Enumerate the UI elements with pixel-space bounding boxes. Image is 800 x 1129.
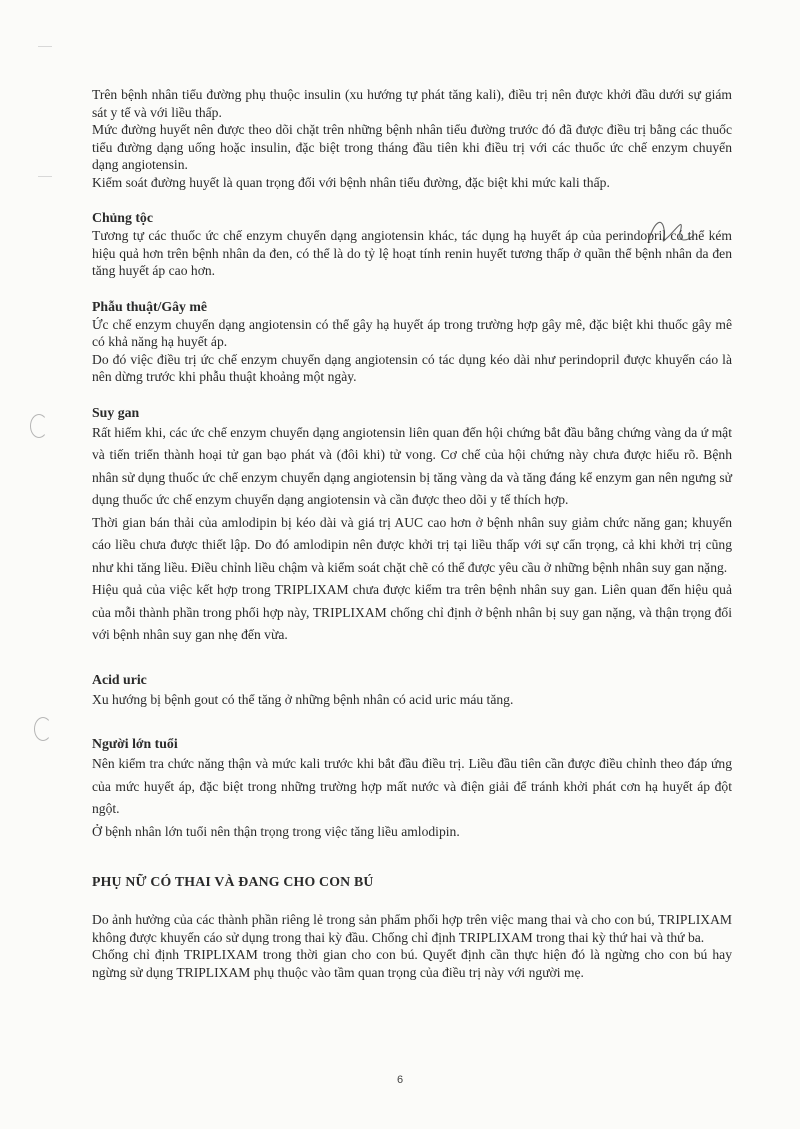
surgery-section	[92, 298, 732, 386]
punch-hole-icon	[30, 414, 48, 438]
paragraph: Tương tự các thuốc ức chế enzym chuyển dạng angiotensin khác, tác dụng hạ huyết áp của perindopril có thể kém hiệu quả hơn trên bệnh nhân da đen, có thể là do tỷ lệ hoạt tính renin huyết tương thấp ở quần thể bệnh nhân da đen tăng huyết áp cao hơn.	[92, 228, 732, 278]
scan-mark	[38, 46, 52, 47]
paragraph: Do đó việc điều trị ức chế enzym chuyển dạng angiotensin có tác dụng kéo dài như perindopril được khuyến cáo là nên dừng trước khi phẫu thuật khoảng một ngày.	[92, 351, 732, 384]
pregnancy-section	[92, 873, 732, 981]
section-heading: Acid uric	[92, 671, 147, 687]
liver-section	[92, 404, 732, 647]
paragraph: Chống chỉ định TRIPLIXAM trong thời gian cho con bú. Quyết định cần thực hiện đó là ngừng cho con bú hay ngừng sử dụng TRIPLIXAM phụ thuộc vào tầm quan trọng của điều trị này với người mẹ.	[92, 947, 732, 980]
paragraph: Thời gian bán thải của amlodipin bị kéo dài và giá trị AUC cao hơn ở bệnh nhân suy giảm chức năng gan; khuyến cáo liều chưa được thiết lập. Do đó amlodipin nên được khởi trị tại liều thấp với sự cẩn trọng, cả khi khởi trị cũng như khi tăng liều. Điều chỉnh liều chậm và kiểm soát chặt chẽ có thể được yêu cầu ở những bệnh nhân suy gan nặng.	[92, 514, 732, 575]
section-heading: PHỤ NỮ CÓ THAI VÀ ĐANG CHO CON BÚ	[92, 874, 374, 889]
paragraph: Ức chế enzym chuyển dạng angiotensin có thể gây hạ huyết áp trong trường hợp gây mê, đặc biệt khi thuốc gây mê có khả năng hạ huyết áp.	[92, 316, 732, 349]
paragraph: Trên bệnh nhân tiểu đường phụ thuộc insulin (xu hướng tự phát tăng kali), điều trị nên được khởi đầu dưới sự giám sát y tế và với liều thấp.	[92, 87, 732, 120]
paragraph: Rất hiếm khi, các ức chế enzym chuyển dạng angiotensin liên quan đến hội chứng bắt đầu bằng chứng vàng da ứ mật và tiến triển thành hoại tử gan bạo phát và (đôi khi) tử vong. Cơ chế của hội chứng này chưa được hiểu rõ. Bệnh nhân sử dụng thuốc ức chế enzym chuyển dạng angiotensin bị tăng vàng da và tăng đáng kể enzym gan nên ngưng sử dụng thuốc ức chế enzym chuyển dạng angiotensin và cần được theo dõi y tế thích hợp.	[92, 424, 732, 507]
section-heading: Người lớn tuổi	[92, 736, 178, 751]
elderly-section	[92, 735, 732, 843]
uric-acid-section	[92, 671, 732, 712]
paragraph: Hiệu quả của việc kết hợp trong TRIPLIXAM chưa được kiểm tra trên bệnh nhân suy gan. Liên quan đến hiệu quả của mỗi thành phần trong phối hợp này, TRIPLIXAM chống chỉ định ở bệnh nhân bị suy gan nặng, và thận trọng đối với bệnh nhân suy gan nhẹ đến vừa.	[92, 582, 732, 642]
section-heading: Phẫu thuật/Gây mê	[92, 298, 207, 314]
section-heading: Chủng tộc	[92, 210, 153, 225]
scan-mark	[38, 176, 52, 177]
race-section	[92, 209, 732, 280]
paragraph: Xu hướng bị bệnh gout có thể tăng ở những bệnh nhân có acid uric máu tăng.	[92, 691, 514, 707]
page-number: 6	[396, 1074, 404, 1086]
paragraph: Mức đường huyết nên được theo dõi chặt trên những bệnh nhân tiểu đường trước đó đã được điều trị bằng các thuốc tiểu đường dạng uống hoặc insulin, đặc biệt trong tháng đầu tiên khi điều trị với các thuốc ức chế enzym chuyển dạng angiotensin.	[92, 122, 732, 172]
paragraph: Kiểm soát đường huyết là quan trọng đối với bệnh nhân tiểu đường, đặc biệt khi mức kali thấp.	[92, 174, 610, 190]
intro-section	[92, 86, 732, 191]
document-body	[92, 86, 732, 981]
punch-hole-icon	[34, 717, 52, 741]
paragraph: Ở bệnh nhân lớn tuổi nên thận trọng trong việc tăng liều amlodipin.	[92, 823, 460, 839]
section-heading: Suy gan	[92, 404, 140, 420]
paragraph: Do ảnh hưởng của các thành phần riêng lẻ trong sản phẩm phối hợp trên việc mang thai và cho con bú, TRIPLIXAM không được khuyến cáo sử dụng trong thai kỳ đầu. Chống chỉ định TRIPLIXAM trong thai kỳ thứ hai và thứ ba.	[92, 912, 732, 945]
paragraph: Nên kiểm tra chức năng thận và mức kali trước khi bắt đầu điều trị. Liều đầu tiên cần được điều chỉnh theo đáp ứng của mức huyết áp, đặc biệt trong những trường hợp mất nước và điện giải để tránh khởi phát cơn hạ huyết áp đột ngột.	[92, 756, 732, 816]
